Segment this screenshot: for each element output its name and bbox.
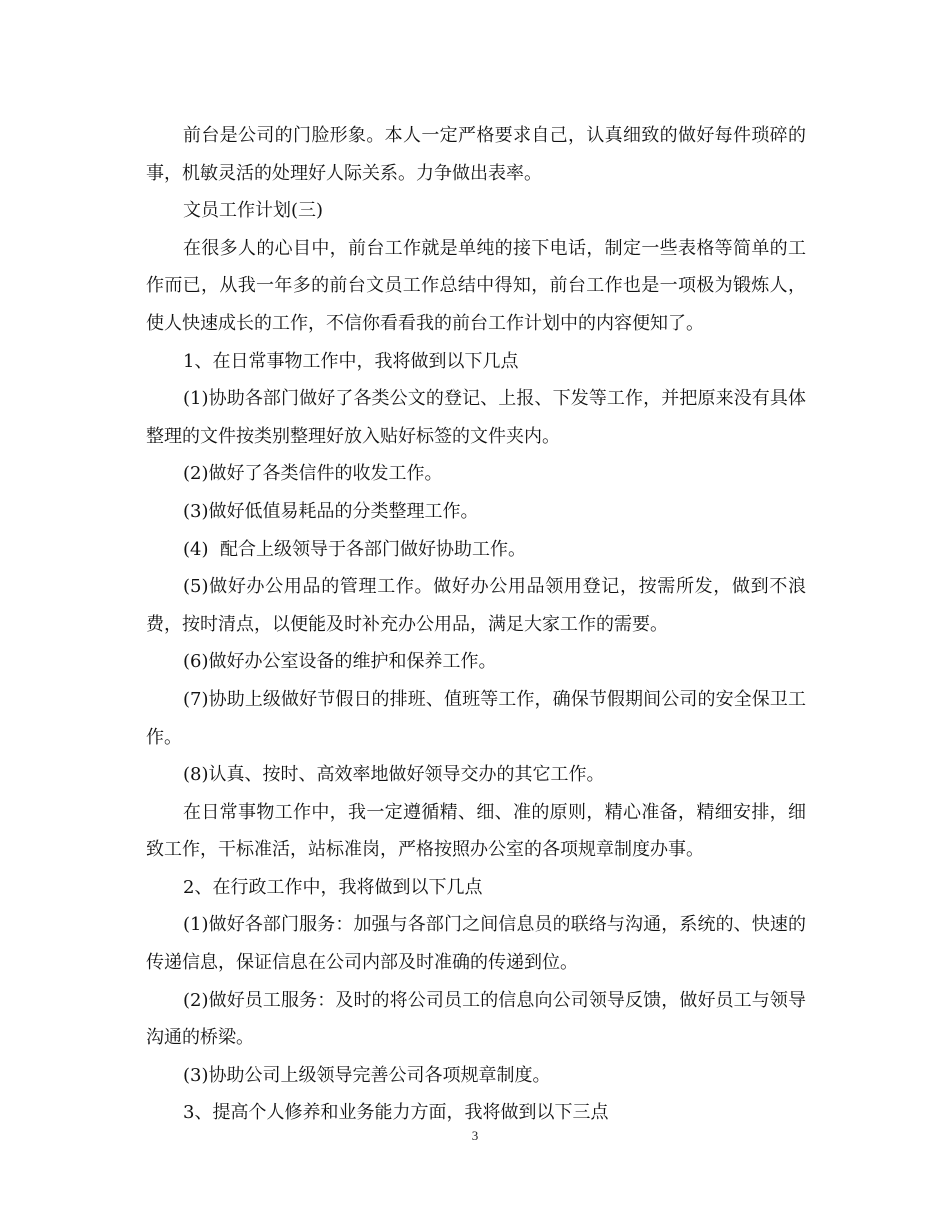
paragraph: 在很多人的心目中，前台工作就是单纯的接下电话，制定一些表格等简单的工作而已，从我一年多的前台文员工作总结中得知，前台工作也是一项极为锻炼人，使人快速成长的工作，不信你看看我的前台工作计划中的内容便知了。 [146, 237, 806, 334]
paragraph: 前台是公司的门脸形象。本人一定严格要求自己，认真细致的做好每件琐碎的事，机敏灵活的处理好人际关系。力争做出表率。 [146, 125, 806, 184]
list-item: (1)协助各部门做好了各类公文的登记、上报、下发等工作，并把原来没有具体整理的文件按类别整理好放入贴好标签的文件夹内。 [146, 388, 806, 447]
list-item: (7)协助上级做好节假日的排班、值班等工作，确保节假期间公司的安全保卫工作。 [146, 688, 806, 748]
list-item: (4) 配合上级领导于各部门做好协助工作。 [183, 538, 526, 560]
section-heading: 文员工作计划(三) [183, 200, 324, 222]
list-item: (3)做好低值易耗品的分类整理工作。 [183, 500, 479, 522]
list-item: (1)做好各部门服务：加强与各部门之间信息员的联络与沟通，系统的、快速的传递信息，保证信息在公司内部及时准确的传递到位。 [146, 914, 806, 974]
list-item: (2)做好了各类信件的收发工作。 [183, 463, 443, 485]
list-item: (8)认真、按时、高效率地做好领导交办的其它工作。 [183, 764, 605, 786]
list-item: (2)做好员工服务：及时的将公司员工的信息向公司领导反馈，做好员工与领导沟通的桥梁。 [146, 989, 806, 1049]
list-item: (6)做好办公室设备的维护和保养工作。 [183, 651, 497, 673]
list-heading: 3、提高个人修养和业务能力方面，我将做到以下三点 [183, 1102, 609, 1124]
list-item: (5)做好办公用品的管理工作。做好办公用品领用登记，按需所发，做到不浪费，按时清点，以便能及时补充办公用品，满足大家工作的需要。 [146, 576, 806, 635]
list-heading: 1、在日常事物工作中，我将做到以下几点 [183, 350, 519, 372]
paragraph: 在日常事物工作中，我一定遵循精、细、准的原则，精心准备，精细安排，细致工作，干标准活，站标准岗，严格按照办公室的各项规章制度办事。 [146, 801, 806, 861]
page-number: 3 [471, 1128, 479, 1143]
document-body [146, 117, 806, 1132]
list-item: (3)协助公司上级领导完善公司各项规章制度。 [183, 1064, 551, 1086]
list-heading: 2、在行政工作中，我将做到以下几点 [183, 876, 483, 898]
